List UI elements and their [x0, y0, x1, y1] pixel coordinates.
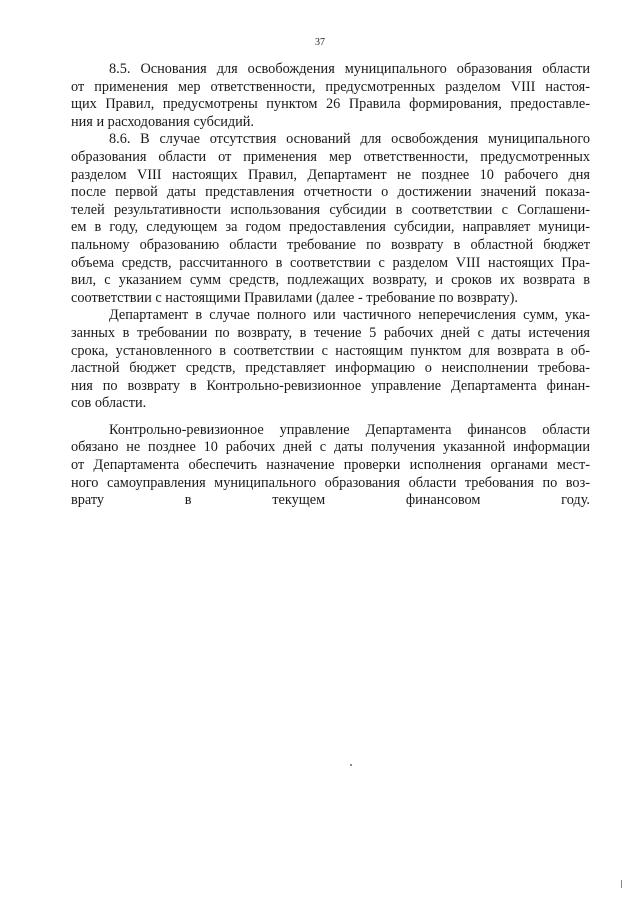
document-body [71, 61, 590, 510]
text-line: ем в году, следующем за годом предоставления субсидии, направляет муници- [71, 219, 590, 236]
text-line: образования области от применения мер ответственности, предусмотренных [71, 148, 590, 165]
text-line: телей результативности использования субсидии в соответствии с Соглашени- [71, 201, 590, 218]
text-line: ного самоуправления муниципального образования области требования по воз- [71, 474, 590, 491]
paragraph-department-return [71, 307, 590, 413]
text-line: щих Правил, предусмотрены пунктом 26 Правила формирования, предоставле- [71, 96, 590, 113]
page-number: 37 [315, 37, 325, 48]
text-line: срока, установленного в соответствии с настоящим пунктом для возврата в об- [71, 342, 590, 359]
text-line: 8.6. В случае отсутствия оснований для освобождения муниципального [109, 131, 590, 148]
paragraph-control-audit [71, 422, 590, 510]
text-line: врату в текущем финансовом году. [71, 492, 590, 509]
text-line: сов области. [71, 395, 147, 412]
text-line: от Департамента обеспечить назначение проверки исполнения органами мест- [71, 457, 590, 474]
text-line: ния по возврату в Контрольно-ревизионное управление Департамента финан- [71, 377, 590, 394]
paragraph-8-5 [71, 61, 590, 131]
text-line: разделом VIII настоящих Правил, Департамент не позднее 10 рабочего дня [71, 166, 590, 183]
paragraph-gap [71, 413, 590, 422]
text-line: занных в требовании по возврату, в течение 5 рабочих дней с даты истечения [71, 324, 590, 341]
text-line: ния и расходования субсидий. [71, 113, 254, 130]
text-line: Департамент в случае полного или частичного неперечисления сумм, ука- [109, 307, 590, 324]
paragraph-8-6 [71, 131, 590, 307]
text-line: вил, с указанием сумм средств, подлежащих возврату, и сроков их возврата в [71, 272, 590, 289]
text-line: обязано не позднее 10 рабочих дней с даты получения указанной информации [71, 439, 590, 456]
scan-artifact [621, 880, 622, 888]
text-line: соответствии с настоящими Правилами (далее - требование по возврату). [71, 289, 518, 306]
text-line: ластной бюджет средств, представляет информацию о неисполнении требова- [71, 360, 590, 377]
text-line: после первой даты представления отчетности о достижении значений показа- [71, 184, 590, 201]
text-line: 8.5. Основания для освобождения муниципального образования области [109, 61, 590, 77]
text-line: Контрольно-ревизионное управление Департамента финансов области [109, 421, 590, 438]
text-line: пальному образованию области требование по возврату в областной бюджет [71, 236, 590, 253]
scan-artifact [350, 764, 352, 766]
text-line: объема средств, рассчитанного в соответствии с разделом VIII настоящих Пра- [71, 254, 590, 271]
text-line: от применения мер ответственности, предусмотренных разделом VIII настоя- [71, 78, 590, 95]
